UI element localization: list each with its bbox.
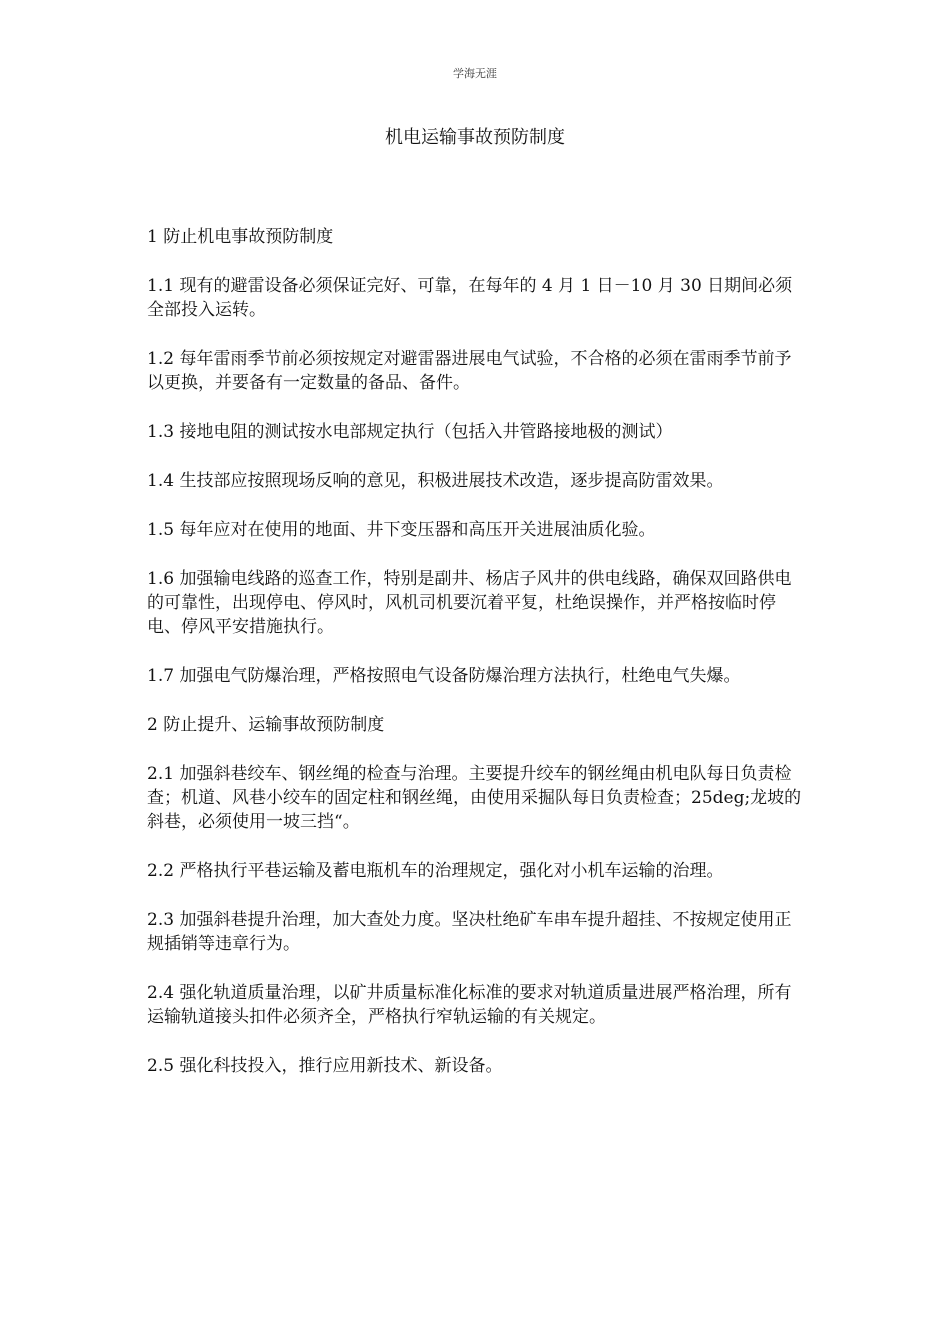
document-title: 机电运输事故预防制度 — [385, 127, 565, 148]
section-heading-2: 2 防止提升、运输事故预防制度 — [147, 715, 385, 735]
paragraph-1-3: 1.3 接地电阻的测试按水电部规定执行（包括入井管路接地极的测试） — [147, 422, 673, 442]
paragraph-1-7: 1.7 加强电气防爆治理，严格按照电气设备防爆治理方法执行，杜绝电气失爆。 — [147, 666, 741, 686]
section-heading-1: 1 防止机电事故预防制度 — [147, 227, 334, 247]
page-header: 学海无涯 — [453, 67, 497, 80]
paragraph-2-2: 2.2 严格执行平巷运输及蓄电瓶机车的治理规定，强化对小机车运输的治理。 — [147, 861, 724, 881]
paragraph-1-4: 1.4 生技部应按照现场反响的意见，积极进展技术改造，逐步提高防雷效果。 — [147, 471, 724, 491]
paragraph-1-1: 1.1 现有的避雷设备必须保证完好、可靠，在每年的 4 月 1 日－10 月 30 日期间必须全部投入运转。 — [147, 276, 793, 320]
paragraph-2-5: 2.5 强化科技投入，推行应用新技术、新设备。 — [147, 1056, 503, 1076]
document-body — [147, 225, 805, 1103]
paragraph-2-3: 2.3 加强斜巷提升治理，加大查处力度。坚决杜绝矿车串车提升超挂、不按规定使用正规插销等违章行为。 — [147, 910, 792, 954]
paragraph-2-4: 2.4 强化轨道质量治理，以矿井质量标准化标准的要求对轨道质量进展严格治理，所有运输轨道接头扣件必须齐全，严格执行窄轨运输的有关规定。 — [147, 983, 792, 1027]
paragraph-1-6: 1.6 加强输电线路的巡查工作，特别是副井、杨店子风井的供电线路，确保双回路供电的可靠性，出现停电、停风时，风机司机要沉着平复，杜绝误操作，并严格按临时停电、停风平安措施执行。 — [147, 569, 792, 637]
paragraph-1-5: 1.5 每年应对在使用的地面、井下变压器和高压开关进展油质化验。 — [147, 520, 656, 540]
paragraph-1-2: 1.2 每年雷雨季节前必须按规定对避雷器进展电气试验，不合格的必须在雷雨季节前予以更换，并要备有一定数量的备品、备件。 — [147, 349, 792, 393]
paragraph-2-1: 2.1 加强斜巷绞车、钢丝绳的检查与治理。主要提升绞车的钢丝绳由机电队每日负责检查；机道、风巷小绞车的固定柱和钢丝绳，由使用采掘队每日负责检查；25deg;龙坡的斜巷，必须使用一坡三挡“。 — [147, 764, 802, 832]
